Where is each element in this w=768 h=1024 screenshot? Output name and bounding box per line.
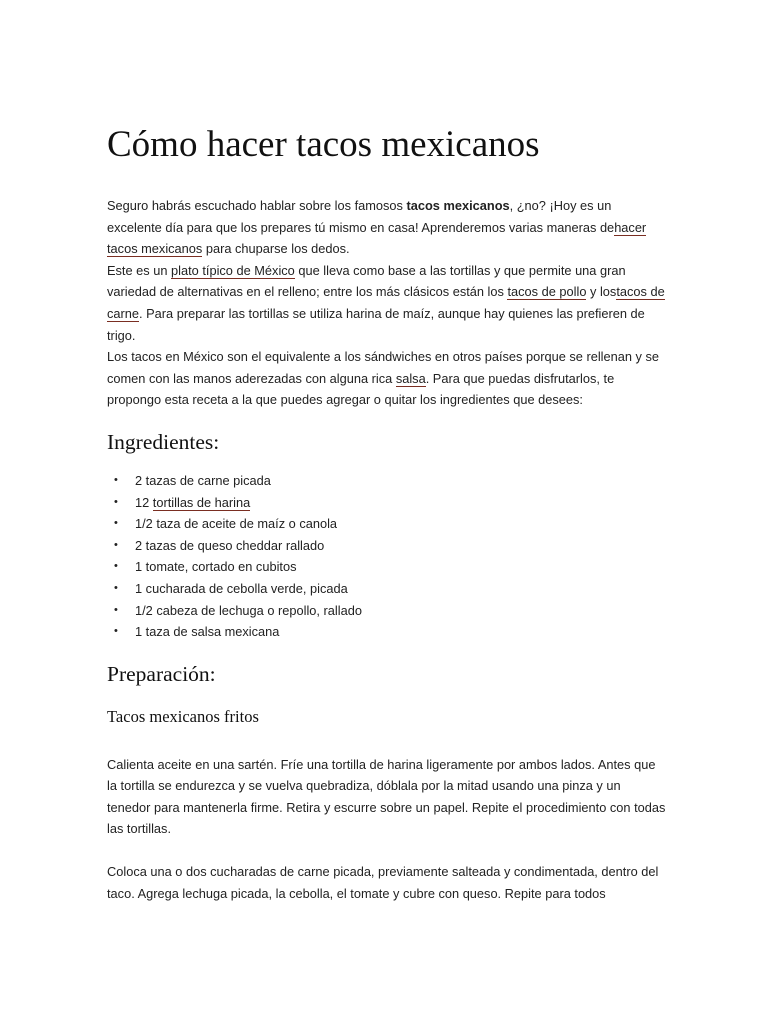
link-tortillas-de-harina[interactable]: tortillas de harina [152,494,251,510]
intro-2-text-b: que lleva como base a las tortillas y que permite una gran variedad de alternativas en el relleno; entre los más clásicos están los [107,262,626,300]
intro-paragraph-3 [107,346,667,411]
ingredient-text: 1 taza de salsa mexicana [135,624,280,640]
intro-2-text-a: Este es un [107,262,172,278]
list-item [107,470,667,492]
list-item [107,578,667,600]
preparation-step-2: Coloca una o dos cucharadas de carne picada, previamente salteada y condimentada, dentro del taco. Agrega lechuga picada, la cebolla, el tomate y cubre con queso. Repite para todos [107,864,659,901]
ingredient-text: 1 cucharada de cebolla verde, picada [135,580,348,596]
bullet-icon: • [114,625,118,638]
list-item [107,492,667,514]
bullet-icon: • [114,581,118,594]
ingredient-text: 12 [135,494,153,510]
link-hacer-tacos[interactable]: hacer tacos mexicanos [107,219,647,257]
ingredient-text: 1/2 taza de aceite de maíz o canola [135,516,338,532]
ingredient-text: 2 tazas de queso cheddar rallado [135,537,325,553]
intro-3-text-a: Los tacos en México son el equivalente a los sándwiches en otros países porque se rellenan y se comen con las manos aderezadas con alguna rica [107,349,660,386]
preparation-subheading: Tacos mexicanos fritos [107,706,259,726]
article [107,124,667,904]
bullet-icon: • [114,560,118,573]
link-salsa[interactable]: salsa [395,370,426,386]
ingredient-text: 1/2 cabeza de lechuga o repollo, rallado [135,602,362,618]
link-tacos-de-carne[interactable]: tacos de carne [107,284,665,321]
intro-1-text-a: Seguro habrás escuchado hablar sobre los famosos [107,198,407,213]
intro-1-bold: tacos mexicanos [406,198,510,213]
link-tacos-de-pollo[interactable]: tacos de pollo [507,284,587,300]
page-title: Cómo hacer tacos mexicanos [107,124,540,165]
ingredients-heading: Ingredientes: [107,429,220,454]
bullet-icon: • [114,473,118,486]
list-item [107,556,667,578]
intro-1-text-c: para chuparse los dedos. [202,241,350,257]
list-item [107,535,667,557]
ingredient-text: 2 tazas de carne picada [135,472,271,488]
preparation-step-1: Calienta aceite en una sartén. Fríe una tortilla de harina ligeramente por ambos lados. Antes que la tortilla se endurezca y se vuelva quebradiza, dóblala por la mitad usando una pinza y un tenedor para mantenerla firme. Retira y escurre sobre un papel. Repite el procedimiento con todas las tortillas. [107,756,666,837]
ingredients-list [107,470,667,643]
list-item [107,600,667,622]
bullet-icon: • [114,517,118,530]
ingredient-text: 1 tomate, cortado en cubitos [135,559,297,575]
bullet-icon: • [114,538,118,551]
list-item [107,621,667,643]
preparation-heading: Preparación: [107,661,216,686]
intro-2-text-d: . Para preparar las tortillas se utiliza harina de maíz, aunque hay quienes las prefieren de trigo. [107,305,645,343]
bullet-icon: • [114,603,118,616]
intro-1-text-b: , ¿no? ¡Hoy es un excelente día para que los prepares tú mismo en casa! Aprenderemos varias maneras de [107,198,615,235]
link-plato-tipico[interactable]: plato típico de México [171,262,295,278]
bullet-icon: • [114,495,118,508]
intro-3-text-b: . Para que puedas disfrutarlos, te propongo esta receta a la que puedes agregar o quitar los ingredientes que desees: [107,370,615,408]
list-item [107,513,667,535]
intro-paragraph-2 [107,260,667,346]
intro-paragraph-1 [107,195,667,260]
intro-2-text-c: y los [586,284,617,300]
